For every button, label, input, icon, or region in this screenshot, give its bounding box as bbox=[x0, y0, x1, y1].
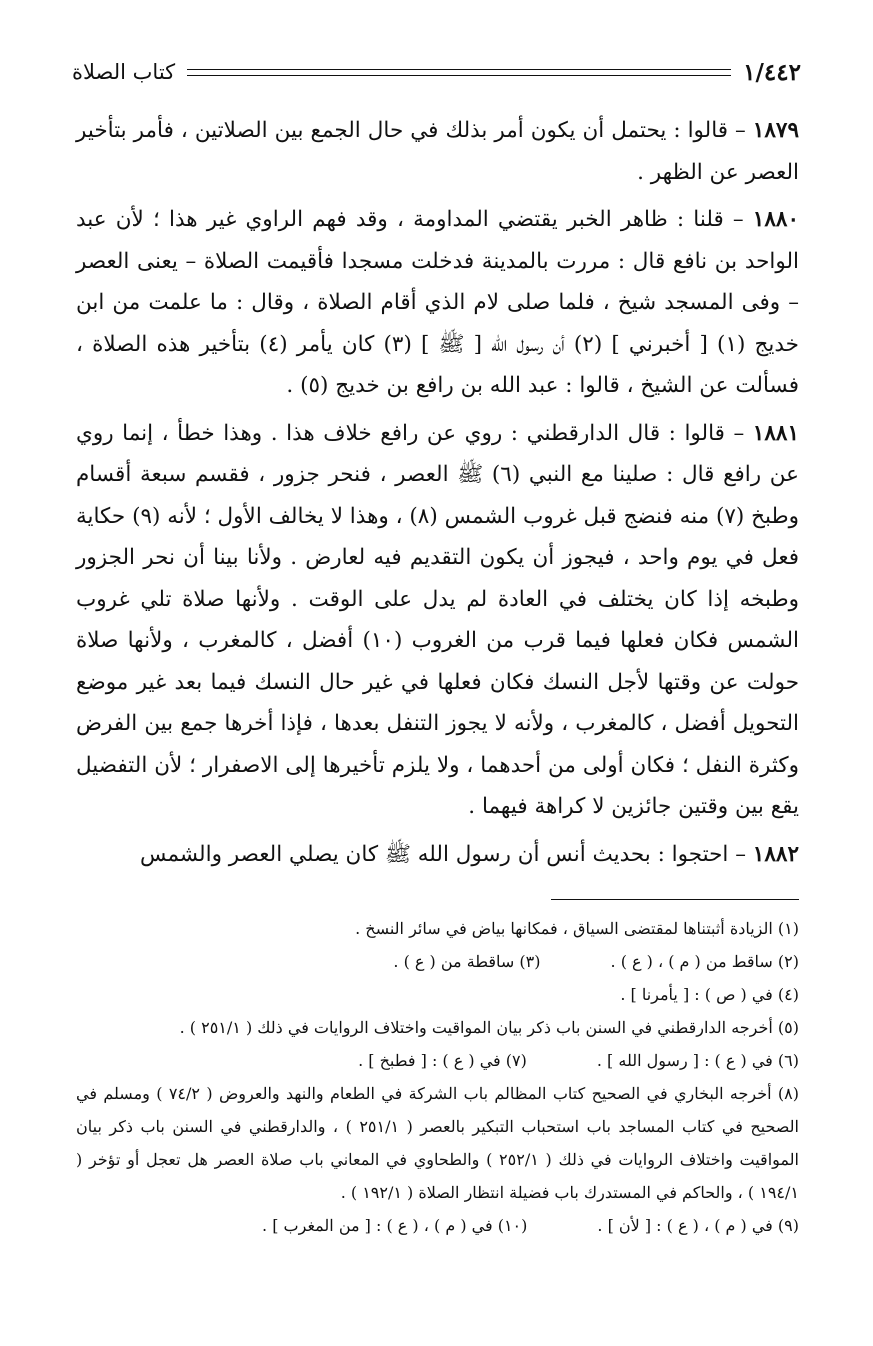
header-rule bbox=[187, 69, 731, 76]
footnote-9: (٩) في ( م ) ، ( ع ) : [ لأن ] . bbox=[597, 1216, 799, 1235]
footnote-separator bbox=[551, 899, 799, 900]
paragraph-1880 bbox=[76, 199, 799, 407]
paragraph-text: – احتجوا : بحديث أنس أن رسول الله ﷺ كان يصلي العصر والشمس bbox=[140, 841, 753, 867]
footnote-10: (١٠) في ( م ) ، ( ع ) : [ من المغرب ] . bbox=[262, 1216, 528, 1235]
page-number: ١/٤٤٢ bbox=[743, 58, 801, 86]
footnotes bbox=[76, 912, 799, 1242]
book-title: كتاب الصلاة bbox=[72, 60, 176, 84]
paragraph-text: – قالوا : يحتمل أن يكون أمر بذلك في حال الجمع بين الصلاتين ، فأمر بتأخير العصر عن الظهر . bbox=[76, 118, 799, 185]
footnote-row bbox=[76, 1044, 799, 1077]
paragraph-number: ١٨٧٩ bbox=[752, 118, 799, 143]
paragraph-number: ١٨٨٢ bbox=[752, 841, 799, 867]
main-text bbox=[76, 110, 799, 875]
footnote-8: (٨) أخرجه البخاري في الصحيح كتاب المظالم باب الشركة في الطعام والنهد والعروض ( ٧٤/٢ ) ومسلم في الصحيح في كتاب المساجد باب استحباب التبكير بالعصر ( ٢٥١/١ ) ، والدارقطني في السنن باب ذكر بيان المواقيت واختلاف الروايات في ذلك ( ٢٥٢/١ ) والطحاوي في المعاني باب صلاة العصر هل تعجل أو تؤخر ( ١٩٤/١ ) ، والحاكم في المستدرك باب فضيلة انتظار الصلاة ( ١٩٢/١ ) . bbox=[76, 1084, 800, 1202]
footnote-1: (١) الزيادة أثبتناها لمقتضى السياق ، فمكانها بياض في سائر النسخ . bbox=[355, 919, 799, 938]
footnote-6: (٦) في ( ع ) : [ رسول الله ] . bbox=[596, 1051, 799, 1070]
footnote-2: (٢) ساقط من ( م ) ، ( ع ) . bbox=[610, 952, 799, 971]
page-header bbox=[72, 52, 801, 92]
paragraph-1881 bbox=[76, 413, 799, 828]
footnote-7: (٧) في ( ع ) : [ فطبخ ] . bbox=[358, 1051, 527, 1070]
footnote-row bbox=[76, 1209, 799, 1242]
footnote-3: (٣) ساقطة من ( ع ) . bbox=[393, 952, 541, 971]
footnote-row bbox=[76, 945, 799, 978]
paragraph-1882 bbox=[76, 834, 799, 876]
footnote-4: (٤) في ( ص ) : [ يأمرنا ] . bbox=[620, 985, 799, 1004]
paragraph-1879 bbox=[76, 110, 799, 193]
paragraph-number: ١٨٨١ bbox=[752, 420, 799, 446]
paragraph-text: – قالوا : قال الدارقطني : روي عن رافع خلاف هذا . وهذا خطأ ، إنما روي عن رافع قال : صلينا مع النبي (٦) ﷺ العصر ، فنحر جزور ، فقسم سبعة أقسام وطبخ (٧) منه فنضج قبل غروب الشمس (٨) ، وهذا لا يخالف الأول ؛ لأنه (٩) حكاية فعل في يوم واحد ، فيجوز أن يكون التقديم فيه لعارض . ولأنا بينا أن نحر الجزور وطبخه إذا كان يختلف في العادة لم يدل على الوقت . ولأنها صلاة تلي غروب الشمس فكان فعلها فيما قرب من الغروب (١٠) أفضل ، كالمغرب ، ولأنها صلاة حولت عن وقتها لأجل النسك فكان فعلها في غير حال النسك فيما بعد غير موضع التحويل أفضل ، كالمغرب ، ولأنه لا يجوز التنفل بعدها ، فإذا أخرها جمع بين الفرض وكثرة النفل ؛ فكان أولى من أحدهما ، ولا يلزم تأخيرها إلى الاصفرار ؛ لأن التفضيل يقع بين وقتين جائزين لا كراهة فيهما . bbox=[76, 420, 799, 819]
paragraph-number: ١٨٨٠ bbox=[752, 207, 799, 232]
paragraph-text: – قلنا : ظاهر الخبر يقتضي المداومة ، وقد فهم الراوي غير هذا ؛ لأن عبد الواحد بن نافع قال : مررت بالمدينة فدخلت مسجدا فأقيمت الصلاة – يعنى العصر – وفى المسجد شيخ ، فلما صلى لام الذي أقام الصلاة ، وقال : ما علمت من ابن خديج (١) [ أخبرني ] (٢) أن رسول الله [ ﷺ ] (٣) كان يأمر (٤) بتأخير هذه الصلاة ، فسألت عن الشيخ ، قالوا : عبد الله بن رافع بن خديج (٥) . bbox=[76, 207, 799, 398]
footnote-5: (٥) أخرجه الدارقطني في السنن باب ذكر بيان المواقيت واختلاف الروايات في ذلك ( ٢٥١/١ ) . bbox=[179, 1018, 799, 1037]
